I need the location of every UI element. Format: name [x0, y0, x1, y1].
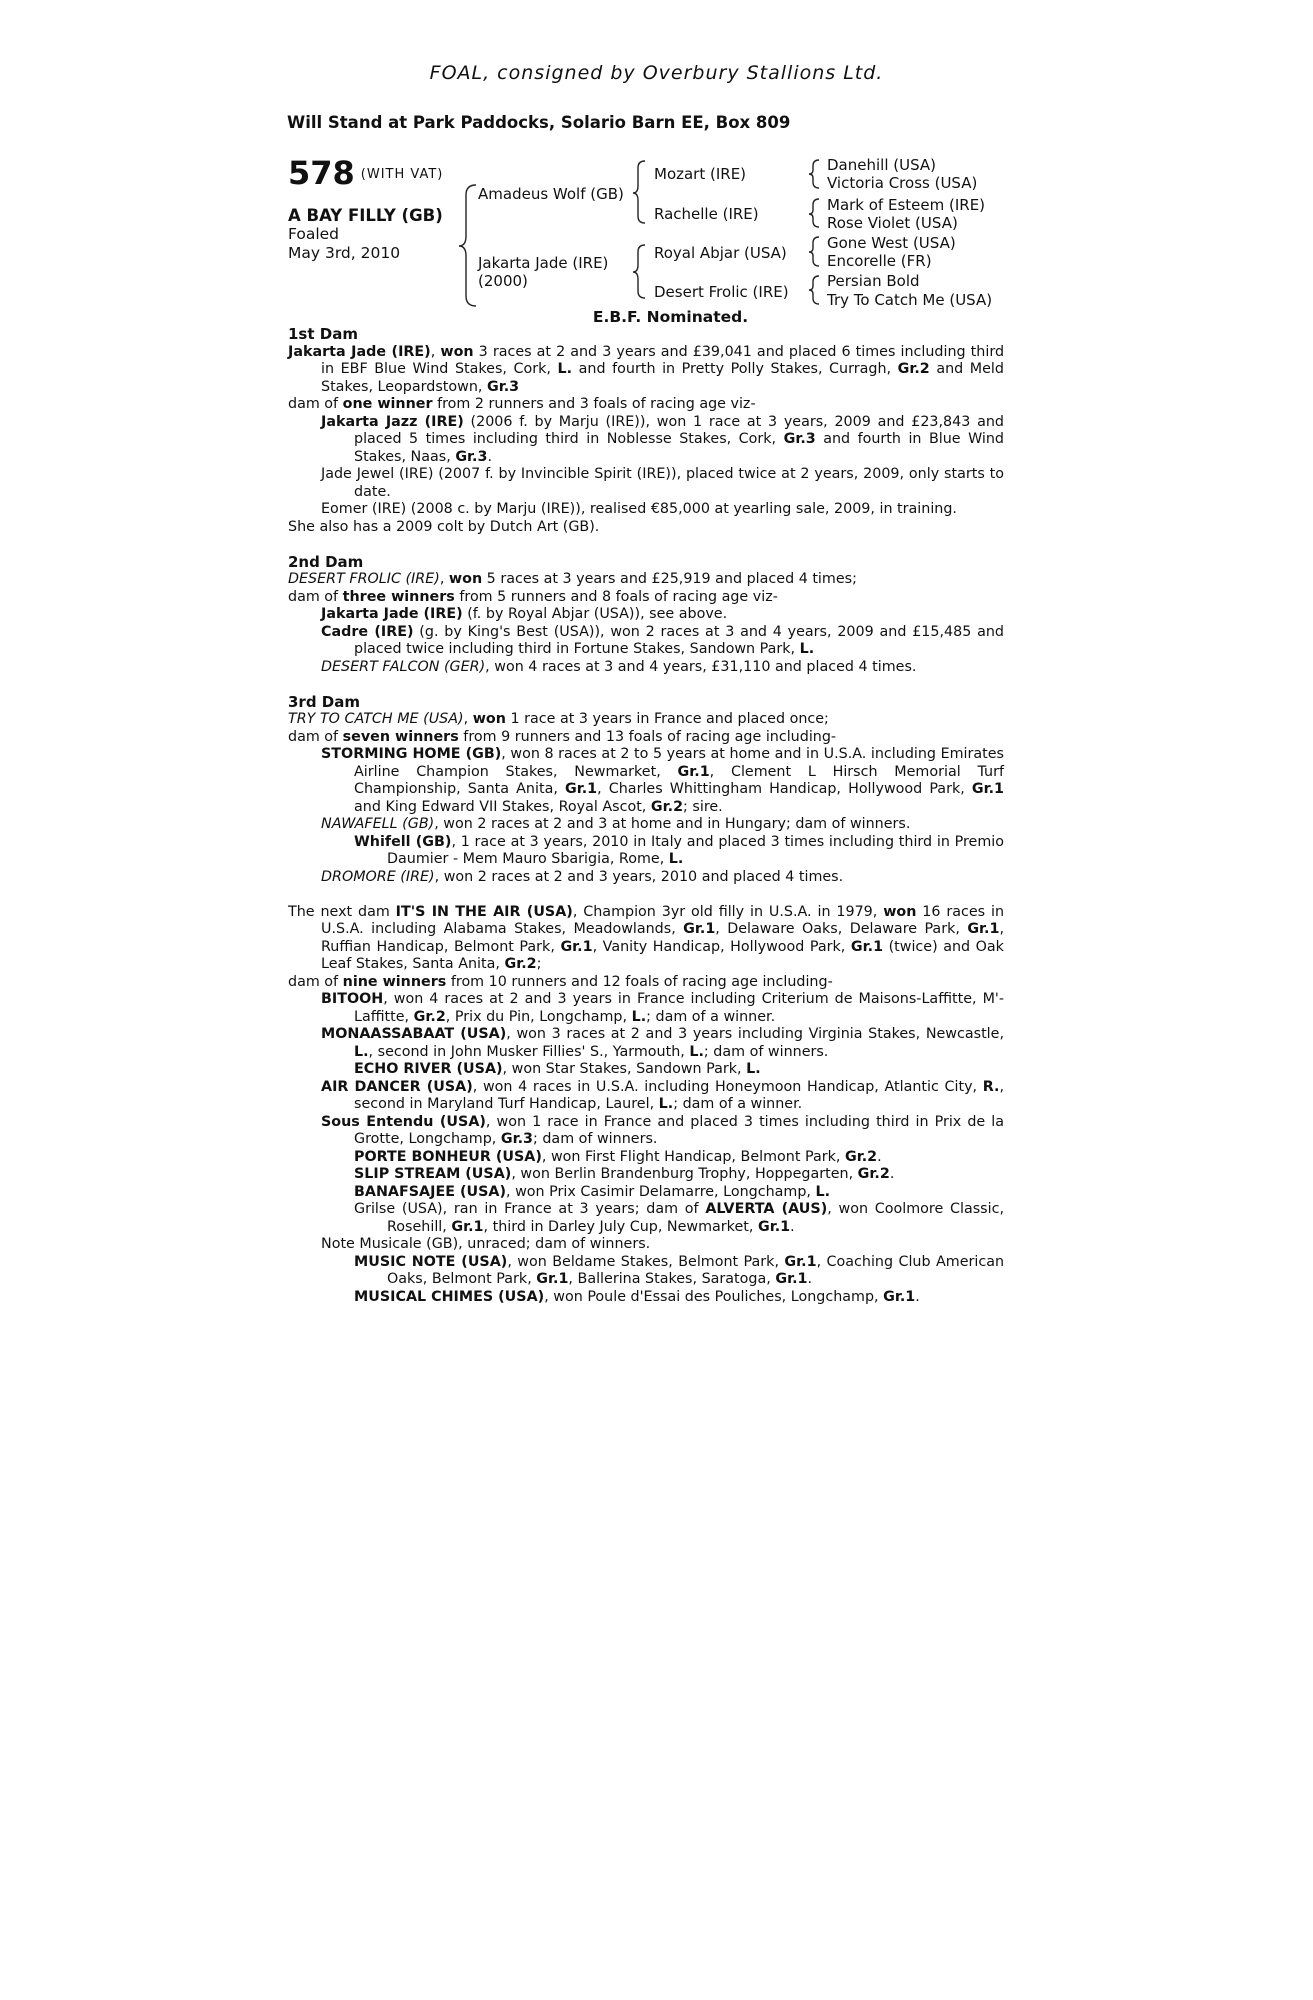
brace-frolic [809, 276, 819, 304]
produce-entry: DESERT FALCON (GER), won 4 races at 3 and 4 years, £31,110 and placed 4 times. [321, 658, 917, 675]
brace-mozart [809, 160, 819, 188]
brace-dam [633, 245, 645, 298]
pedigree-sss: Danehill (USA) [827, 156, 936, 174]
produce-entry: DROMORE (IRE), won 2 races at 2 and 3 years, 2010 and placed 4 times. [321, 868, 844, 885]
pedigree-dsd: Encorelle (FR) [827, 252, 932, 270]
pedigree-sire: Amadeus Wolf (GB) [478, 185, 624, 203]
produce-entry: BITOOH, won 4 races at 2 and 3 years in France including Criterium de Maisons-Laffitte, M'-Laffitte, Gr.2, Prix du Pin, Longchamp, L.; dam of a winner. [321, 991, 1004, 1025]
produce-entry: Whifell (GB), 1 race at 3 years, 2010 in Italy and placed 3 times including third in Premio Daumier - Mem Mauro Sbarigia, Rome, L. [354, 833, 1004, 867]
first-dam-record: Jakarta Jade (IRE), won 3 races at 2 and 3 years and £39,041 and placed 6 times including third in EBF Blue Wind Stakes, Cork, L. and fourth in Pretty Polly Stakes, Curragh, Gr.2 and Meld Stakes, Leopardstown, Gr.3 [288, 343, 1005, 395]
produce-entry: STORMING HOME (GB), won 8 races at 2 to 5 years at home and in U.S.A. including Emirates Airline Champion Stakes, Newmarket, Gr.1, Clement L Hirsch Memorial Turf Championship, Santa Anita, Gr.1, Charles Whittingham Handicap, Hollywood Park, Gr.1 and King Edward VII Stakes, Royal Ascot, Gr.2; sire. [321, 746, 1005, 815]
pedigree-dam-sire: Royal Abjar (USA) [654, 244, 787, 262]
produce-entry: Cadre (IRE) (g. by King's Best (USA)), won 2 races at 3 and 4 years, 2009 and £15,485 and placed twice including third in Fortune Stakes, Sandown Park, L. [321, 623, 1004, 657]
pedigree-dam: Jakarta Jade (IRE) [478, 254, 609, 272]
pedigree-sire-dam: Rachelle (IRE) [654, 205, 759, 223]
produce-entry: BANAFSAJEE (USA), won Prix Casimir Delamarre, Longchamp, L. [354, 1183, 831, 1200]
produce-note: She also has a 2009 colt by Dutch Art (GB). [288, 518, 600, 535]
lot-number: 578 [288, 154, 355, 192]
produce-entry: Sous Entendu (USA), won 1 race in France and placed 3 times including third in Prix de la Grotte, Longchamp, Gr.3; dam of winners. [321, 1113, 1004, 1147]
produce-entry: NAWAFELL (GB), won 2 races at 2 and 3 at home and in Hungary; dam of winners. [321, 816, 911, 832]
produce-entry: Eomer (IRE) (2008 c. by Marju (IRE)), realised €85,000 at yearling sale, 2009, in training. [321, 501, 957, 517]
pedigree-dds: Persian Bold [827, 272, 920, 290]
produce-entry: MUSIC NOTE (USA), won Beldame Stakes, Belmont Park, Gr.1, Coaching Club American Oaks, Belmont Park, Gr.1, Ballerina Stakes, Saratoga, Gr.1. [354, 1253, 1005, 1287]
pedigree-dam-year: (2000) [478, 272, 528, 290]
pedigree-sire-sire: Mozart (IRE) [654, 165, 747, 183]
produce-entry: Grilse (USA), ran in France at 3 years; dam of ALVERTA (AUS), won Coolmore Classic, Rosehill, Gr.1, third in Darley July Cup, Newmarket, Gr.1. [354, 1201, 1004, 1235]
pedigree-ddd: Try To Catch Me (USA) [827, 291, 993, 309]
lot-description: A BAY FILLY (GB) [288, 206, 443, 225]
pedigree-sdd: Rose Violet (USA) [827, 214, 958, 232]
produce-entry: Note Musicale (GB), unraced; dam of winners. [321, 1236, 651, 1252]
brace-sire [633, 161, 645, 223]
produce-entry: Jade Jewel (IRE) (2007 f. by Invincible Spirit (IRE)), placed twice at 2 years, 2009, only starts to date. [321, 466, 1004, 500]
brace-main [459, 185, 476, 306]
third-dam-record: TRY TO CATCH ME (USA), won 1 race at 3 years in France and placed once; [288, 711, 829, 727]
pedigree-dam-dam: Desert Frolic (IRE) [654, 283, 789, 301]
third-dam-produce-summary: dam of seven winners from 9 runners and 13 foals of racing age including- [288, 728, 837, 745]
pedigree-braces [0, 0, 1313, 320]
second-dam-produce-summary: dam of three winners from 5 runners and 8 foals of racing age viz- [288, 588, 778, 605]
produce-entry: PORTE BONHEUR (USA), won First Flight Handicap, Belmont Park, Gr.2. [354, 1148, 882, 1165]
third-dam-heading: 3rd Dam [288, 692, 360, 711]
first-dam-heading: 1st Dam [288, 325, 358, 343]
second-dam-record: DESERT FROLIC (IRE), won 5 races at 3 years and £25,919 and placed 4 times; [288, 571, 857, 587]
produce-entry: Jakarta Jade (IRE) (f. by Royal Abjar (USA)), see above. [321, 606, 728, 622]
produce-entry: MUSICAL CHIMES (USA), won Poule d'Essai des Pouliches, Longchamp, Gr.1. [354, 1288, 920, 1305]
produce-entry: AIR DANCER (USA), won 4 races in U.S.A. including Honeymoon Handicap, Atlantic City, R., second in Maryland Turf Handicap, Laurel, L.; dam of a winner. [321, 1078, 1004, 1112]
produce-entry: SLIP STREAM (USA), won Berlin Brandenburg Trophy, Hoppegarten, Gr.2. [354, 1166, 895, 1182]
vat-note: (WITH VAT) [360, 167, 444, 182]
consignor-header: FOAL, consigned by Overbury Stallions Ltd. [429, 62, 884, 84]
produce-entry: MONAASSABAAT (USA), won 3 races at 2 and 3 years including Virginia Stakes, Newcastle, L., second in John Musker Fillies' S., Yarmouth, L.; dam of winners. [321, 1026, 1004, 1060]
produce-entry: ECHO RIVER (USA), won Star Stakes, Sandown Park, L. [354, 1061, 761, 1077]
pedigree-ssd: Victoria Cross (USA) [827, 174, 978, 192]
foaled-date: May 3rd, 2010 [288, 244, 401, 262]
next-dam-record: The next dam IT'S IN THE AIR (USA), Champion 3yr old filly in U.S.A. in 1979, won 16 races in U.S.A. including Alabama Stakes, Meadowlands, Gr.1, Delaware Oaks, Delaware Park, Gr.1, Ruffian Handicap, Belmont Park, Gr.1, Vanity Handicap, Hollywood Park, Gr.1 (twice) and Oak Leaf Stakes, Santa Anita, Gr.2; [288, 903, 1004, 972]
pedigree-dss: Gone West (USA) [827, 234, 956, 252]
stand-location: Will Stand at Park Paddocks, Solario Barn EE, Box 809 [287, 113, 791, 132]
second-dam-heading: 2nd Dam [288, 552, 364, 571]
foaled-label: Foaled [288, 225, 340, 243]
first-dam-produce-summary: dam of one winner from 2 runners and 3 foals of racing age viz- [288, 396, 756, 412]
brace-rachelle [809, 199, 819, 227]
produce-entry: Jakarta Jazz (IRE) (2006 f. by Marju (IRE)), won 1 race at 3 years, 2009 and £23,843 and placed 5 times including third in Noblesse Stakes, Cork, Gr.3 and fourth in Blue Wind Stakes, Naas, Gr.3. [321, 413, 1005, 465]
next-dam-produce-summary: dam of nine winners from 10 runners and 12 foals of racing age including- [288, 973, 833, 990]
brace-abjar [809, 237, 819, 266]
catalogue-body [288, 326, 1004, 1306]
ebf-nomination: E.B.F. Nominated. [592, 308, 749, 326]
pedigree-sds: Mark of Esteem (IRE) [827, 196, 986, 214]
